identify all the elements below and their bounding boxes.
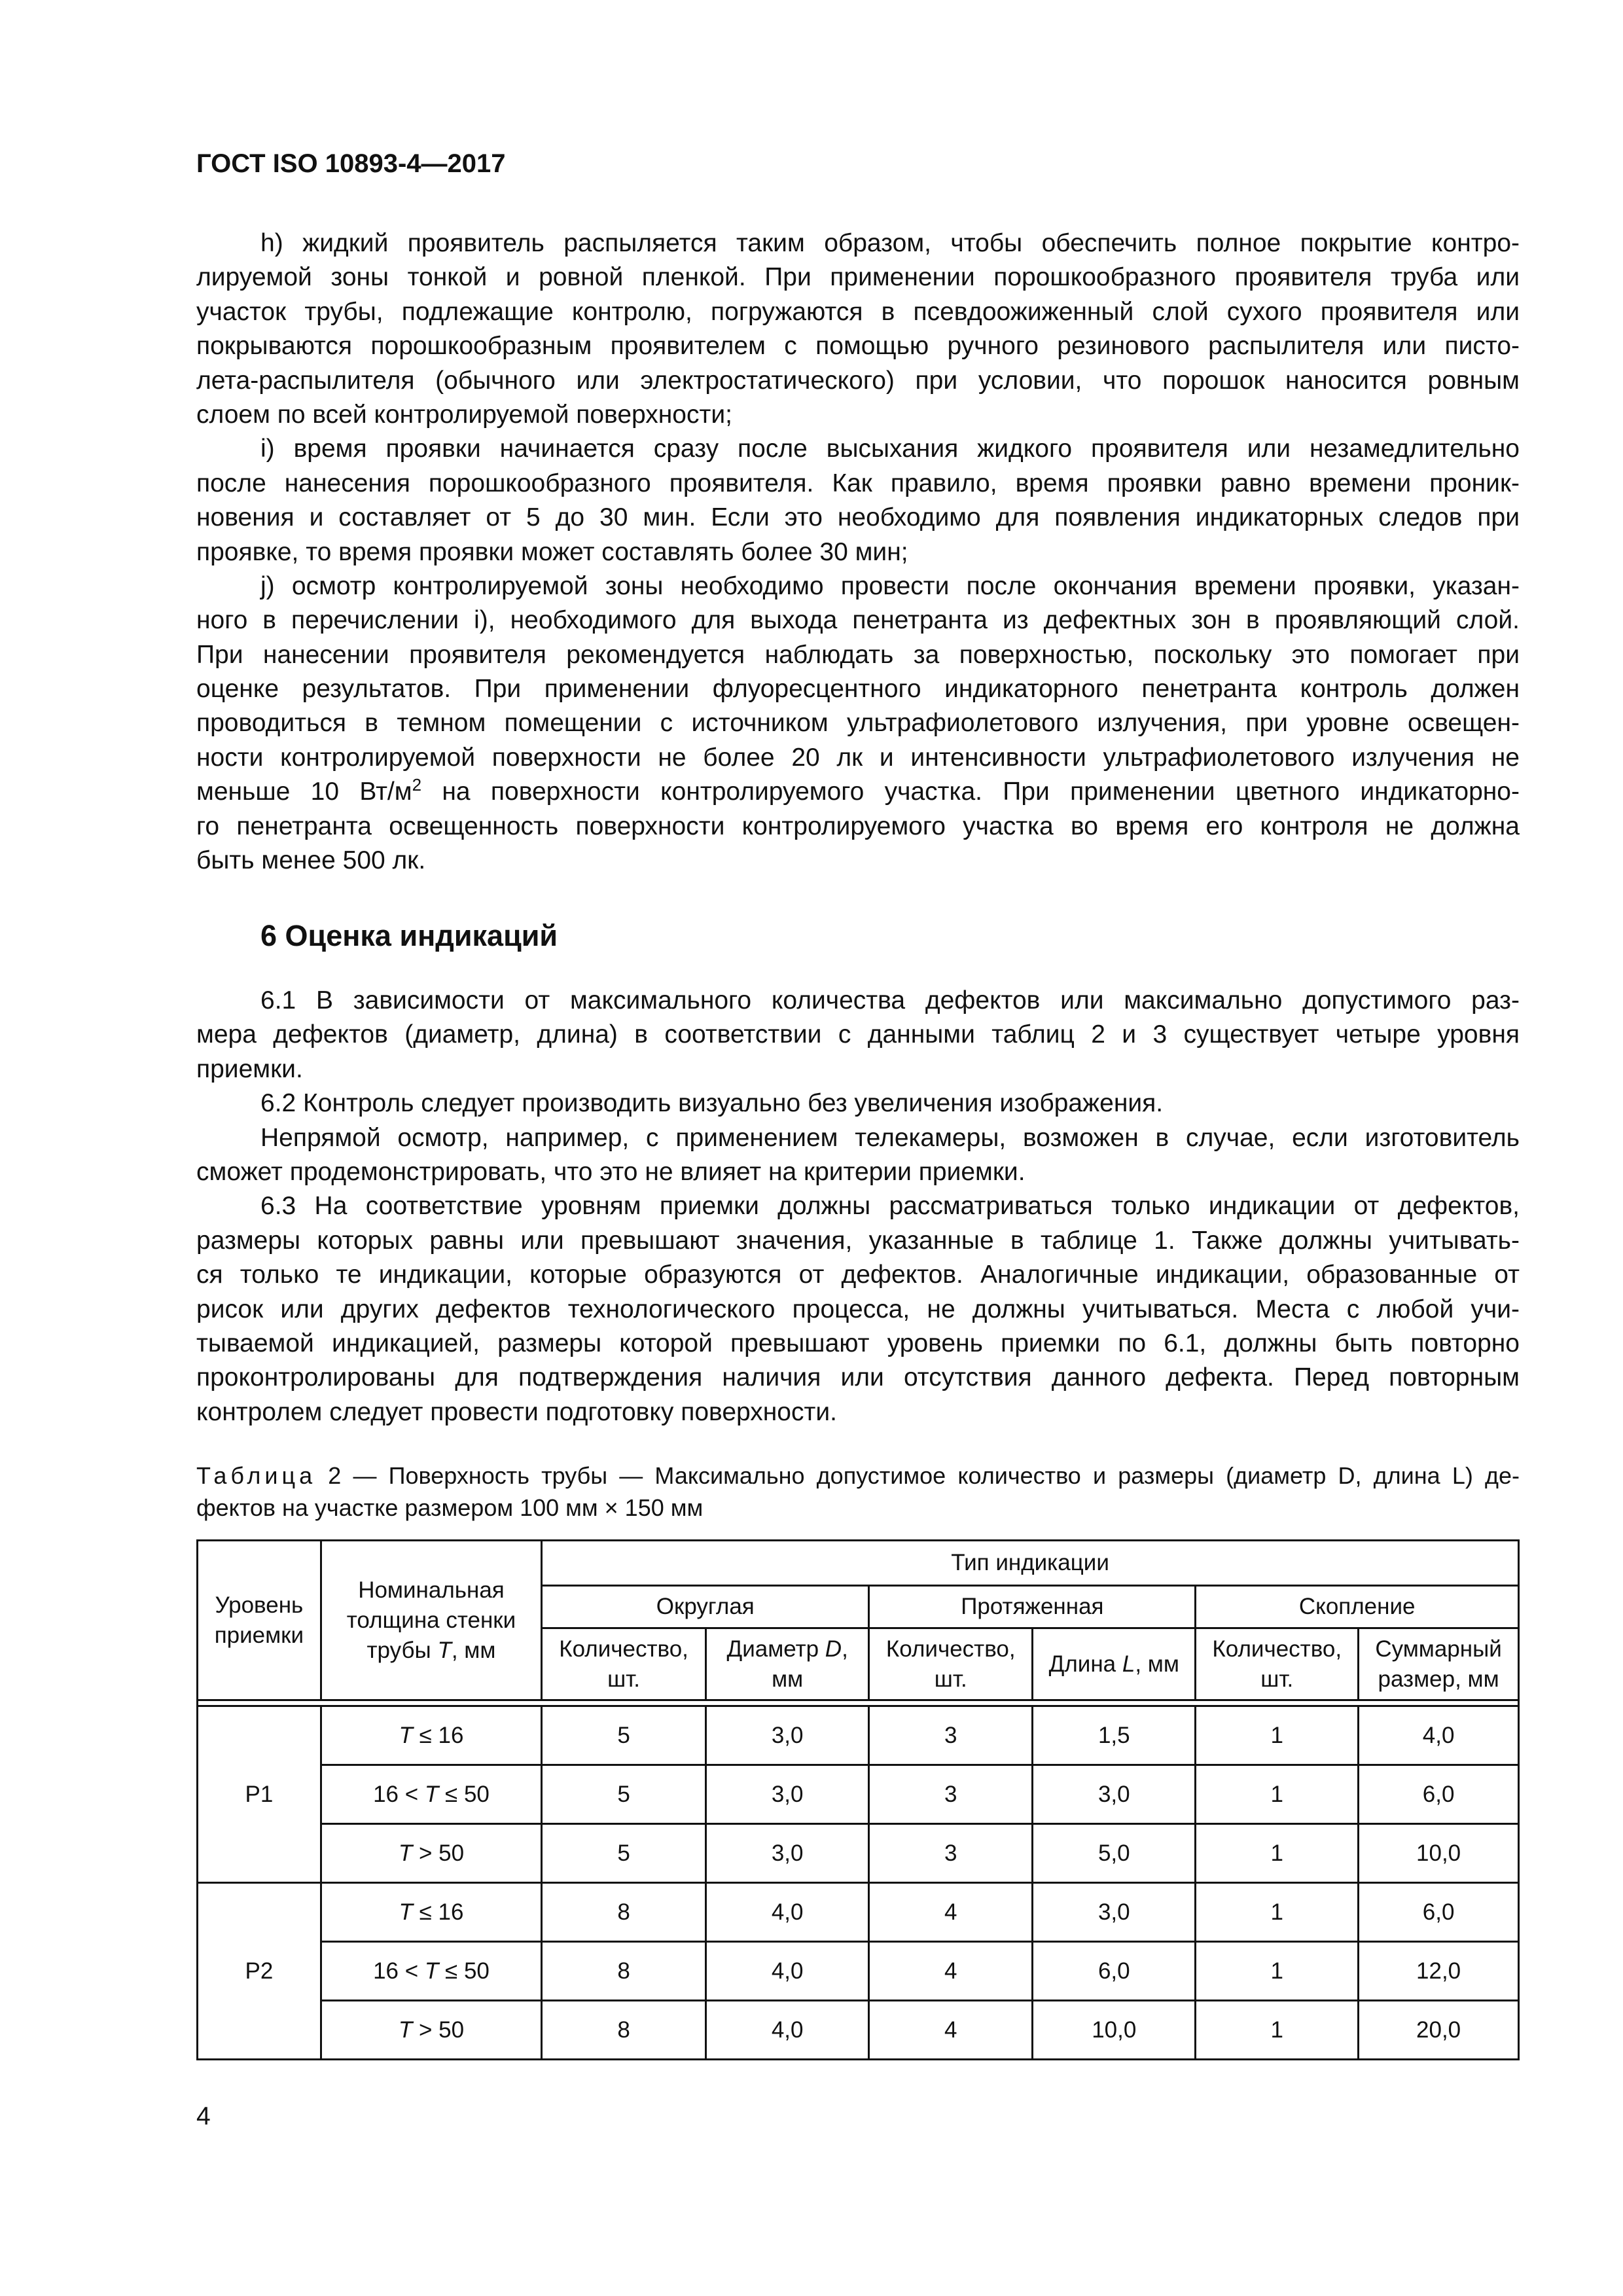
table-row xyxy=(198,1824,1519,1883)
value-cell: 8 xyxy=(542,2001,706,2060)
header-group-linear: Протяженная xyxy=(869,1586,1196,1628)
header-group-round: Округлая xyxy=(542,1586,869,1628)
value-cell: 12,0 xyxy=(1359,1942,1519,2001)
superscript: 2 xyxy=(412,775,422,795)
text-line: Непрямой осмотр, например, с применением телекамеры, возможен в случае, если изготовитель xyxy=(260,1123,1520,1152)
text-line: h) жидкий проявитель распыляется таким образом, чтобы обеспечить полное покрытие контро- xyxy=(260,229,1520,257)
value-cell: 6,0 xyxy=(1359,1765,1519,1824)
thickness-cell: T > 50 xyxy=(321,1824,541,1883)
header-thickness-unit: , мм xyxy=(451,1637,496,1663)
value-cell: 1,5 xyxy=(1033,1706,1196,1765)
value-cell: 1 xyxy=(1196,1824,1359,1883)
text-line: го пенетранта освещенность поверхности контролируемого участка во время его контроля не должна xyxy=(196,812,1520,840)
value-cell: 5,0 xyxy=(1033,1824,1196,1883)
header-type: Тип индикации xyxy=(542,1541,1519,1586)
text-line: слоем по всей контролируемой поверхности; xyxy=(196,400,732,429)
value-cell: 3,0 xyxy=(705,1824,868,1883)
section-title: 6 Оценка индикаций xyxy=(260,919,558,952)
defects-table xyxy=(196,1539,1520,2060)
value-cell: 4,0 xyxy=(705,1883,868,1942)
value-cell: 1 xyxy=(1196,2001,1359,2060)
value-cell: 4,0 xyxy=(705,2001,868,2060)
text-line: проконтролированы для подтверждения наличия или отсутствия данного дефекта. Перед повторным xyxy=(196,1363,1520,1392)
text-line: быть менее 500 лк. xyxy=(196,846,426,875)
value-cell: 5 xyxy=(542,1765,706,1824)
header-sub-1 xyxy=(705,1628,868,1700)
text-line: ного в перечислении i), необходимого для выхода пенетранта из дефектных зон в проявляющий слой. xyxy=(196,606,1520,635)
header-thickness-symbol: T xyxy=(437,1637,452,1663)
value-cell: 6,0 xyxy=(1033,1942,1196,2001)
text-line: тываемой индикацией, размеры которой превышают уровень приемки по 6.1, должны быть повторно xyxy=(196,1329,1520,1357)
table-row xyxy=(198,1706,1519,1765)
header-thickness xyxy=(321,1541,541,1700)
value-cell: 5 xyxy=(542,1824,706,1883)
value-cell: 3 xyxy=(869,1765,1033,1824)
value-cell: 3,0 xyxy=(705,1765,868,1824)
text-line: ся только те индикации, которые образуются от дефектов. Аналогичные индикации, образованные от xyxy=(196,1261,1520,1289)
text-line: 6.2 Контроль следует производить визуально без увеличения изображения. xyxy=(260,1089,1164,1118)
thickness-cell: 16 < T ≤ 50 xyxy=(321,1765,541,1824)
value-cell: 4 xyxy=(869,1942,1033,2001)
text-line: новения и составляет от 5 до 30 мин. Если это необходимо для появления индикаторных следов при xyxy=(196,503,1520,532)
header-sub-4: Количество, шт. xyxy=(1196,1628,1359,1700)
text-line: проводиться в темном помещении с источником ультрафиолетового излучения, при уровне освещен- xyxy=(196,709,1520,738)
header-sub-0: Количество, шт. xyxy=(542,1628,706,1700)
value-cell: 1 xyxy=(1196,1942,1359,2001)
text-line: приемки. xyxy=(196,1054,303,1083)
level-cell: P2 xyxy=(198,1883,321,2060)
text-fragment: на поверхности контролируемого участка. При применении цветного индикаторно- xyxy=(421,778,1520,806)
text-line: участок трубы, подлежащие контролю, погружаются в псевдоожиженный слой сухого проявителя или xyxy=(196,297,1520,326)
text-line: 6.1 В зависимости от максимального количества дефектов или максимально допустимого раз- xyxy=(260,986,1520,1014)
value-cell: 3,0 xyxy=(1033,1883,1196,1942)
header-sub-unit: , мм xyxy=(1135,1651,1179,1677)
text-line: размеры которых равны или превышают значения, указанные в таблице 1. Также должны учитывать- xyxy=(196,1226,1520,1255)
thickness-cell: T ≤ 16 xyxy=(321,1883,541,1942)
header-separator xyxy=(198,1700,1519,1706)
value-cell: 4 xyxy=(869,2001,1033,2060)
text-block-section xyxy=(196,984,1520,1429)
text-line: сможет продемонстрировать, что это не влияет на критерии приемки. xyxy=(196,1157,1026,1186)
table-caption xyxy=(196,1460,1520,1524)
thickness-cell: 16 < T ≤ 50 xyxy=(321,1942,541,2001)
text-line-superscript xyxy=(196,775,1520,809)
value-cell: 1 xyxy=(1196,1765,1359,1824)
level-cell: P1 xyxy=(198,1706,321,1883)
value-cell: 4,0 xyxy=(705,1942,868,2001)
value-cell: 1 xyxy=(1196,1706,1359,1765)
caption-label: Таблица xyxy=(196,1462,317,1489)
text-line: мера дефектов (диаметр, длина) в соответствии с данными таблиц 2 и 3 существует четыре уровня xyxy=(196,1020,1520,1049)
text-line: 6.3 На соответствие уровням приемки должны рассматриваться только индикации от дефектов, xyxy=(260,1192,1520,1221)
header-sub-3 xyxy=(1033,1628,1196,1700)
header-sub-symbol: L xyxy=(1122,1651,1135,1677)
text-line: оценке результатов. При применении флуоресцентного индикаторного пенетранта контроль должен xyxy=(196,675,1520,704)
table-row xyxy=(198,1942,1519,2001)
text-line: после нанесения порошкообразного проявителя. Как правило, время проявки равно времени проник- xyxy=(196,469,1520,497)
value-cell: 10,0 xyxy=(1359,1824,1519,1883)
value-cell: 20,0 xyxy=(1359,2001,1519,2060)
caption-line-2: фектов на участке размером 100 мм × 150 мм xyxy=(196,1494,704,1521)
value-cell: 6,0 xyxy=(1359,1883,1519,1942)
text-fragment: меньше 10 Вт/м xyxy=(196,778,412,806)
header-sub-symbol: D xyxy=(825,1636,842,1662)
thickness-cell: T ≤ 16 xyxy=(321,1706,541,1765)
text-line: j) осмотр контролируемой зоны необходимо провести после окончания времени проявки, указан- xyxy=(260,571,1520,600)
value-cell: 4,0 xyxy=(1359,1706,1519,1765)
text-line: лета-распылителя (обычного или электростатического) при условии, что порошок наносится ровным xyxy=(196,366,1520,395)
text-line: рисок или других дефектов технологического процесса, не должны учитываться. Места с любой учи- xyxy=(196,1295,1520,1323)
header-sub-text: Длина xyxy=(1048,1651,1122,1677)
table-row xyxy=(198,1765,1519,1824)
text-block-top xyxy=(196,226,1520,878)
value-cell: 3,0 xyxy=(1033,1765,1196,1824)
value-cell: 1 xyxy=(1196,1883,1359,1942)
table-row xyxy=(198,1883,1519,1942)
value-cell: 4 xyxy=(869,1883,1033,1942)
thickness-cell: T > 50 xyxy=(321,2001,541,2060)
header-sub-2: Количество, шт. xyxy=(869,1628,1033,1700)
header-group-cluster: Скопление xyxy=(1196,1586,1519,1628)
document-id: ГОСТ ISO 10893-4—2017 xyxy=(196,149,506,178)
text-line: лируемой зоны тонкой и ровной пленкой. При применении порошкообразного проявителя труба или xyxy=(196,263,1520,292)
text-line: контролем следует провести подготовку поверхности. xyxy=(196,1397,837,1426)
header-sub-unit: , мм xyxy=(772,1636,848,1692)
value-cell: 8 xyxy=(542,1883,706,1942)
text-line: покрываются порошкообразным проявителем с помощью ручного резинового распылителя или писто- xyxy=(196,332,1520,361)
text-line: i) время проявки начинается сразу после высыхания жидкого проявителя или незамедлительно xyxy=(260,435,1520,463)
value-cell: 3 xyxy=(869,1824,1033,1883)
caption-line-1: 2 — Поверхность трубы — Максимально допустимое количество и размеры (диаметр D, длина L) де- xyxy=(316,1462,1520,1489)
value-cell: 5 xyxy=(542,1706,706,1765)
header-sub-5: Суммарный размер, мм xyxy=(1359,1628,1519,1700)
text-line: При нанесении проявителя рекомендуется наблюдать за поверхностью, поскольку это помогает при xyxy=(196,640,1520,669)
value-cell: 10,0 xyxy=(1033,2001,1196,2060)
header-sub-text: Диаметр xyxy=(726,1636,825,1662)
header-thickness-text: Номинальная толщина стенки трубы xyxy=(346,1577,516,1663)
text-line: проявке, то время проявки может составлять более 30 мин; xyxy=(196,537,908,566)
table-row xyxy=(198,2001,1519,2060)
value-cell: 3,0 xyxy=(705,1706,868,1765)
value-cell: 8 xyxy=(542,1942,706,2001)
header-level: Уровень приемки xyxy=(198,1541,321,1700)
page-number: 4 xyxy=(196,2102,211,2130)
text-line: ности контролируемой поверхности не более 20 лк и интенсивности ультрафиолетового излучения не xyxy=(196,743,1520,772)
value-cell: 3 xyxy=(869,1706,1033,1765)
